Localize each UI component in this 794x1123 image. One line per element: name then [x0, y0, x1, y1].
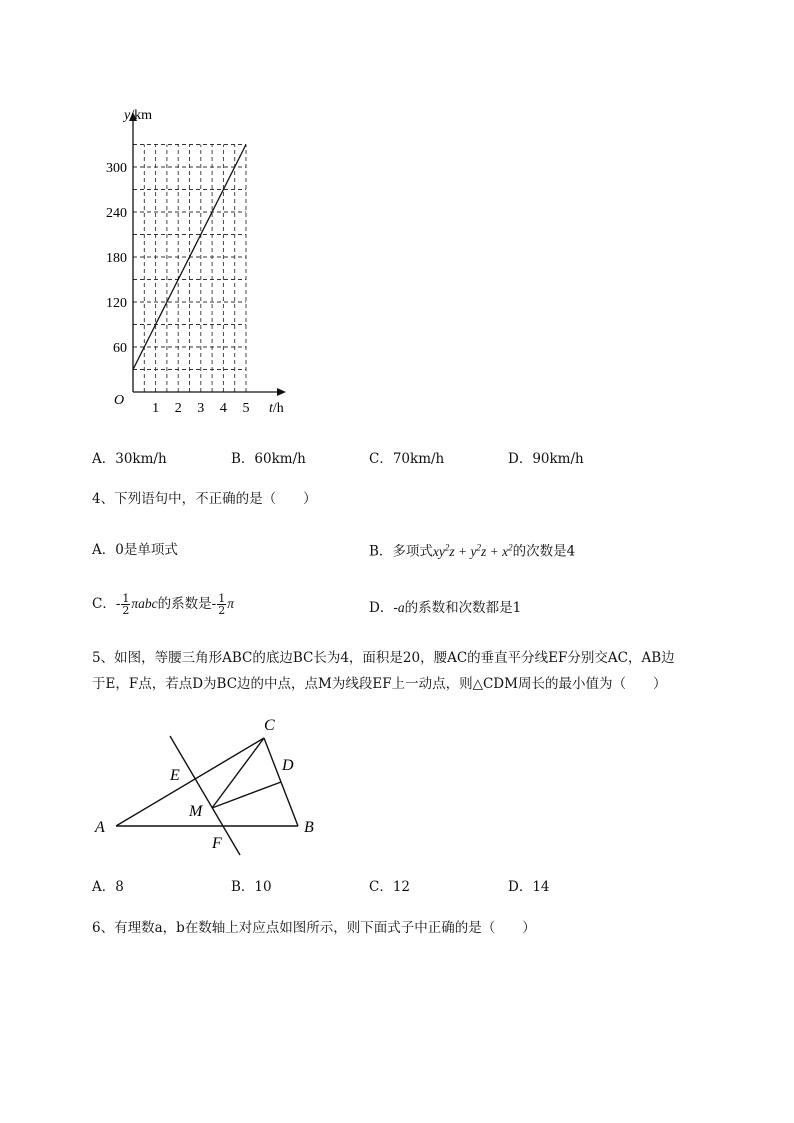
- monomial-pi-abc: πabc: [131, 596, 158, 611]
- q5-stem-line1: 5、如图，等腰三角形ABC的底边BC长为4，面积是20，腰AC的垂直平分线EF分别交AC，AB边: [92, 650, 675, 666]
- q4-option-c-prefix: C．-: [92, 596, 121, 612]
- q4-option-b-suffix: 的次数是4: [512, 543, 576, 560]
- q4-option-c-mid: 的系数是-: [157, 596, 217, 612]
- q4-option-c: [92, 593, 234, 616]
- label-m: M: [189, 803, 203, 820]
- x-tick-label: 5: [242, 401, 250, 416]
- q5-option-b: B．10: [231, 879, 272, 895]
- y-axis-label: y/km: [124, 108, 152, 123]
- q5-option-a: A．8: [92, 879, 124, 895]
- q6-stem: 6、有理数a，b在数轴上对应点如图所示，则下面式子中正确的是（ ）: [92, 920, 536, 936]
- x-axis-label: t/h: [269, 401, 284, 416]
- chart-axes: [129, 112, 286, 396]
- y-tick-label: 240: [106, 206, 127, 221]
- x-tick-label: 3: [197, 401, 205, 416]
- x-axis-arrow: [277, 388, 286, 396]
- q4-option-d-prefix: D．-: [369, 600, 398, 616]
- q3-option-d: D．90km/h: [508, 451, 584, 467]
- q4-option-b: [369, 542, 575, 560]
- fraction-one-half: $\frac{1}{2}$: [122, 592, 130, 617]
- triangle-diagram: [88, 708, 328, 858]
- q4-option-d-suffix: 的系数和次数都是1: [404, 600, 522, 616]
- label-b: B: [304, 819, 314, 836]
- label-d: D: [282, 757, 294, 774]
- origin-label: O: [113, 393, 125, 408]
- q5-option-c: C．12: [369, 879, 411, 895]
- q3-option-c: C．70km/h: [369, 451, 445, 467]
- pi-symbol: π: [227, 596, 234, 611]
- y-tick-label: 180: [106, 251, 127, 266]
- q5-option-d: D．14: [508, 879, 550, 895]
- x-tick-label: 4: [219, 401, 227, 416]
- x-tick-label: 2: [174, 401, 182, 416]
- polynomial-expression: $xy^2z + y^2z + x^2$: [432, 542, 513, 559]
- q4-option-a: A．0是单项式: [92, 542, 178, 558]
- q3-option-a: A．30km/h: [92, 451, 167, 467]
- q5-stem-line2: 于E，F点，若点D为BC边的中点，点M为线段EF上一动点，则△CDM周长的最小值为（ ）: [92, 676, 667, 692]
- y-tick-label: 120: [106, 296, 127, 311]
- label-a: A: [95, 819, 105, 836]
- x-tick-label: 1: [152, 401, 160, 416]
- label-e: E: [170, 767, 180, 784]
- variable-a: a: [397, 600, 405, 615]
- q4-stem: 4、下列语句中，不正确的是（ ）: [92, 491, 317, 507]
- chart-grid: [133, 145, 246, 393]
- y-tick-label: 60: [113, 341, 127, 356]
- label-c: C: [264, 717, 275, 734]
- y-tick-label: 300: [106, 161, 127, 176]
- line-ef: [170, 736, 240, 855]
- q4-option-d: [369, 600, 521, 616]
- q3-option-b: B．60km/h: [231, 451, 306, 467]
- q4-option-b-prefix: B．多项式: [369, 543, 433, 560]
- distance-time-chart: [90, 100, 310, 430]
- fraction-one-half: $\frac{1}{2}$: [218, 592, 226, 617]
- label-f: F: [212, 835, 222, 852]
